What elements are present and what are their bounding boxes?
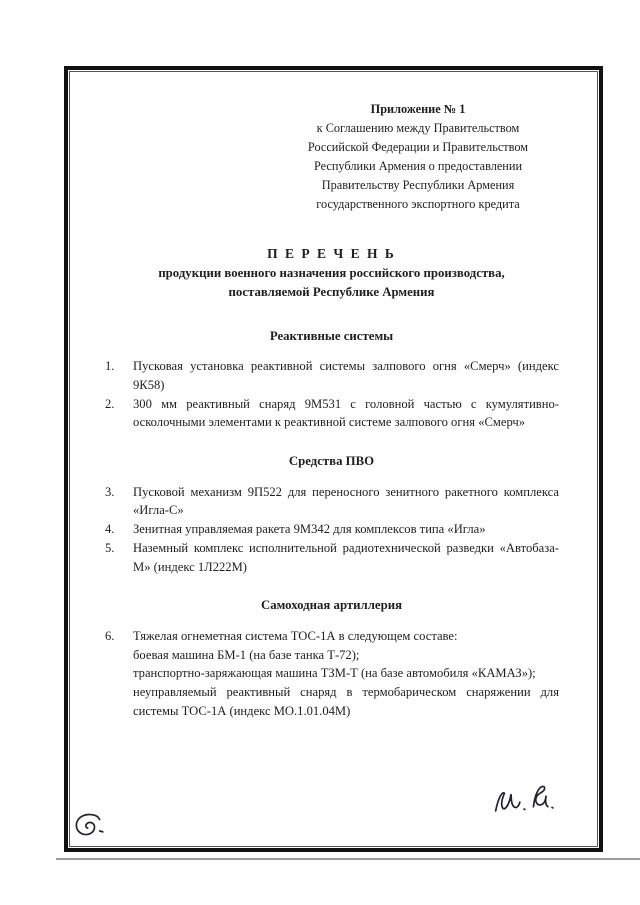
section-title-self-propelled-artillery: Самоходная артиллерия [260, 598, 403, 613]
section-title-rocket-systems: Реактивные системы [269, 328, 394, 343]
section-title-air-defense: Средства ПВО [288, 454, 375, 469]
appendix-line: государственного экспортного кредита [316, 197, 520, 211]
list-item-text: Зенитная управляемая ракета 9М342 для комплексов типа «Игла» [133, 522, 486, 537]
appendix-line: Республики Армения о предоставлении [313, 159, 523, 173]
list-item-number: 6. [105, 628, 115, 643]
list-item-number: 1. [105, 359, 115, 374]
list-item-6-subline-2: транспортно-заряжающая машина ТЗМ-Т (на базе автомобиля «КАМАЗ»); [133, 666, 536, 681]
list-item-6-subline-3: неуправляемый реактивный снаряд в термобарическом снаряжении для системы ТОС-1А (индекс МО.1.01.04М) [133, 685, 559, 718]
list-item-text: Наземный комплекс исполнительной радиотехнической разведки «Автобаза-М» (индекс 1Л222М) [133, 540, 559, 574]
list-item-text: Пусковой механизм 9П522 для переносного зенитного ракетного комплекса «Игла-С» [133, 484, 559, 518]
handwritten-initials [488, 781, 556, 822]
list-item-text: Тяжелая огнеметная система ТОС-1А в следующем составе: [133, 628, 458, 643]
list-item-4 [104, 520, 559, 539]
scan-page-edge-shadow [56, 858, 640, 860]
list-item-number: 3. [105, 484, 115, 499]
document-title-heading: П Е Р Е Ч Е Н Ь [267, 246, 396, 261]
handwritten-paraph [69, 809, 111, 845]
appendix-title: Приложение № 1 [370, 102, 466, 116]
appendix-line: Российской Федерации и Правительством [307, 140, 529, 154]
list-item-2 [104, 395, 559, 432]
list-item-number: 4. [105, 522, 115, 537]
appendix-line: Правительству Республики Армения [321, 178, 515, 192]
list-item-6-subline-1: боевая машина БМ-1 (на базе танка Т-72); [133, 647, 360, 662]
list-item-text: Пусковая установка реактивной системы залпового огня «Смерч» (индекс 9К58) [133, 359, 559, 392]
appendix-line: к Соглашению между Правительством [316, 121, 520, 135]
document-border-frame [64, 66, 603, 852]
list-item-6 [104, 627, 559, 646]
document-title-line2: продукции военного назначения российского производства, [158, 265, 505, 280]
document-title-line3: поставляемой Республике Армения [228, 285, 435, 299]
list-item-3 [104, 483, 559, 520]
list-item-number: 5. [105, 540, 115, 555]
list-item-text: 300 мм реактивный снаряд 9М531 с головной частью с кумулятивно-осколочными элементами к реактивной системе залпового огня «Смерч» [133, 396, 559, 430]
list-item-number: 2. [105, 396, 115, 411]
list-item-5 [104, 539, 559, 576]
document-title-block [104, 244, 559, 303]
list-item-1 [104, 357, 559, 394]
appendix-block [279, 100, 557, 214]
document-content [68, 70, 599, 848]
